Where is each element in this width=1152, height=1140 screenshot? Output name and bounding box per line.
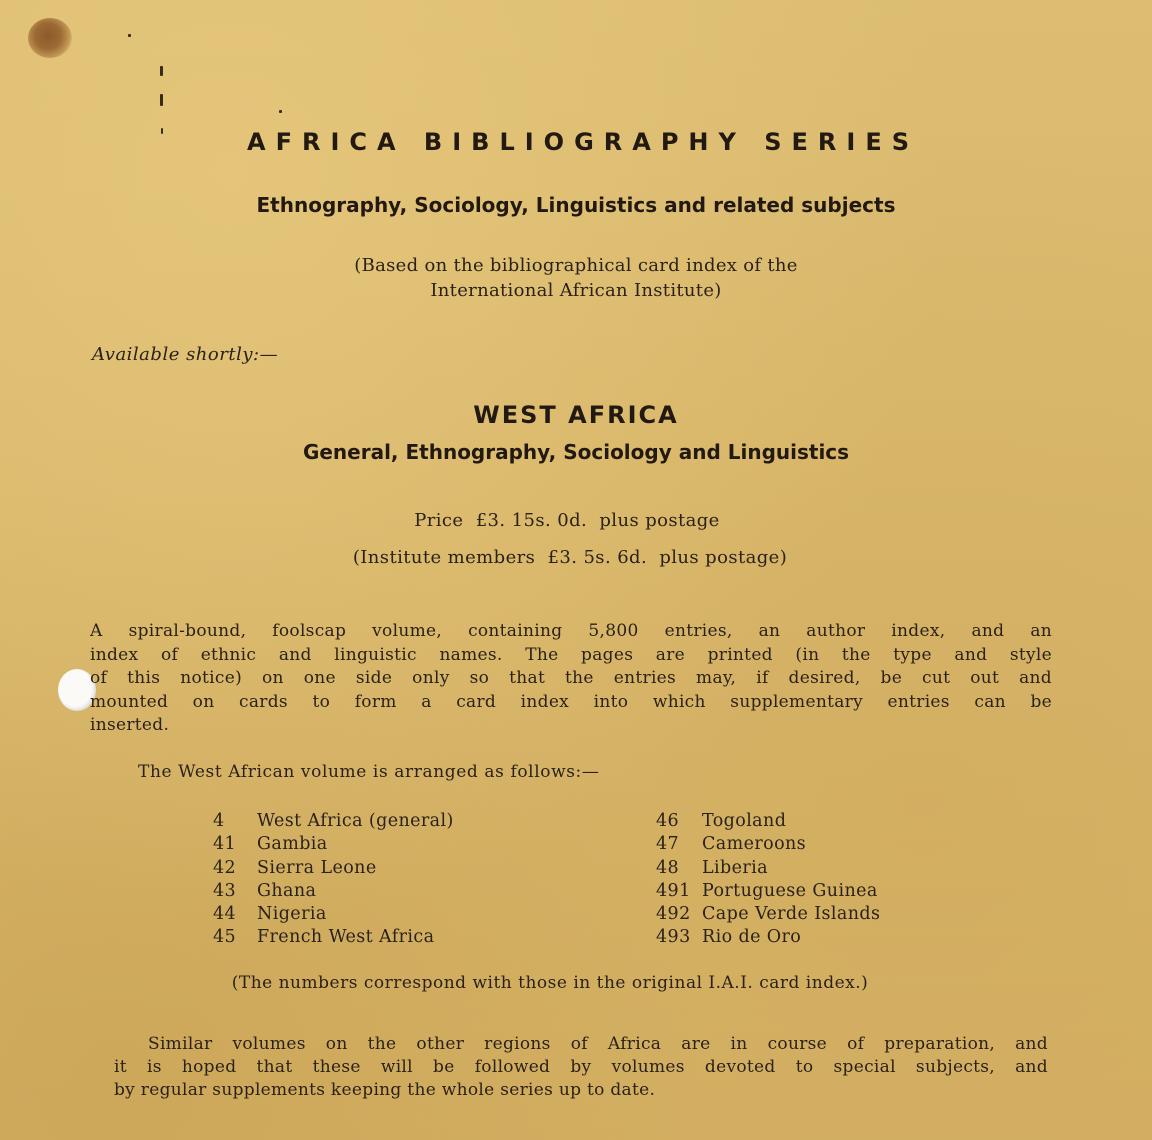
numbers-note: (The numbers correspond with those in the original I.A.I. card index.) bbox=[231, 973, 869, 993]
region-row bbox=[213, 810, 454, 833]
region-name: West Africa (general) bbox=[257, 811, 454, 831]
region-name: French West Africa bbox=[257, 927, 435, 948]
region-name: Gambia bbox=[257, 834, 328, 855]
regions-list-left bbox=[213, 810, 454, 950]
based-on-line: (Based on the bibliographical card index of the bbox=[354, 255, 798, 276]
region-row bbox=[656, 810, 880, 833]
region-name: Liberia bbox=[702, 857, 768, 878]
region-name: Portuguese Guinea bbox=[702, 880, 878, 901]
region-row bbox=[656, 903, 880, 926]
description-line: of this notice) on one side only so that the entries may, if desired, be cut out and bbox=[90, 668, 1052, 688]
region-number: 45 bbox=[213, 927, 237, 948]
description-line: A spiral-bound, foolscap volume, containing 5,800 entries, an author index, and an bbox=[90, 621, 1052, 641]
description-line: inserted. bbox=[90, 715, 170, 735]
speck bbox=[160, 94, 163, 106]
price-text: Price £3. 15s. 0d. plus postage bbox=[414, 510, 720, 531]
closing-line: by regular supplements keeping the whole series up to date. bbox=[114, 1080, 656, 1100]
closing-paragraph bbox=[114, 1033, 1048, 1102]
region-number: 43 bbox=[213, 880, 237, 901]
region-name: Cameroons bbox=[702, 834, 807, 855]
region-number: 493 bbox=[656, 927, 691, 948]
region-name: Nigeria bbox=[257, 904, 327, 925]
region-number: 41 bbox=[213, 834, 237, 855]
arranged-intro: The West African volume is arranged as follows:— bbox=[138, 762, 600, 782]
region-number: 492 bbox=[656, 904, 691, 925]
series-title: AFRICA BIBLIOGRAPHY SERIES bbox=[247, 128, 919, 156]
volume-subtitle: General, Ethnography, Sociology and Linguistics bbox=[302, 440, 850, 464]
region-row bbox=[213, 926, 454, 949]
region-number: 44 bbox=[213, 904, 237, 925]
region-row bbox=[213, 880, 454, 903]
region-row bbox=[213, 857, 454, 880]
region-number: 491 bbox=[656, 880, 691, 901]
series-subtitle: Ethnography, Sociology, Linguistics and related subjects bbox=[256, 193, 896, 217]
speck bbox=[279, 110, 282, 113]
description-line: mounted on cards to form a card index into which supplementary entries can be bbox=[90, 691, 1052, 712]
available-label: Available shortly:— bbox=[92, 344, 279, 365]
closing-line: it is hoped that these will be followed by volumes devoted to special subjects, and bbox=[114, 1057, 1048, 1077]
region-name: Ghana bbox=[257, 880, 317, 901]
region-name: Sierra Leone bbox=[257, 857, 377, 878]
description-paragraph bbox=[90, 620, 1052, 738]
speck bbox=[160, 66, 163, 76]
description-line: index of ethnic and linguistic names. The pages are printed (in the type and style bbox=[90, 644, 1052, 665]
region-row bbox=[213, 903, 454, 926]
member-price-text: (Institute members £3. 5s. 6d. plus postage) bbox=[352, 547, 788, 568]
region-row bbox=[656, 926, 880, 949]
region-row bbox=[656, 880, 880, 903]
regions-list-right bbox=[656, 810, 880, 950]
speck bbox=[128, 34, 131, 37]
region-name: Cape Verde Islands bbox=[702, 904, 881, 925]
based-on-note bbox=[0, 253, 1152, 303]
region-number: 42 bbox=[213, 857, 237, 878]
region-number: 4 bbox=[213, 811, 225, 831]
region-number: 47 bbox=[656, 834, 680, 855]
volume-title: WEST AFRICA bbox=[473, 401, 679, 429]
based-on-line: International African Institute) bbox=[430, 280, 722, 301]
region-row bbox=[656, 857, 880, 880]
region-row bbox=[213, 833, 454, 856]
stain-mark bbox=[28, 18, 72, 58]
region-row bbox=[656, 833, 880, 856]
region-name: Rio de Oro bbox=[702, 927, 802, 948]
region-name: Togoland bbox=[702, 811, 787, 831]
closing-line: Similar volumes on the other regions of Africa are in course of preparation, and bbox=[148, 1034, 1048, 1054]
region-number: 46 bbox=[656, 811, 680, 831]
region-number: 48 bbox=[656, 857, 680, 878]
